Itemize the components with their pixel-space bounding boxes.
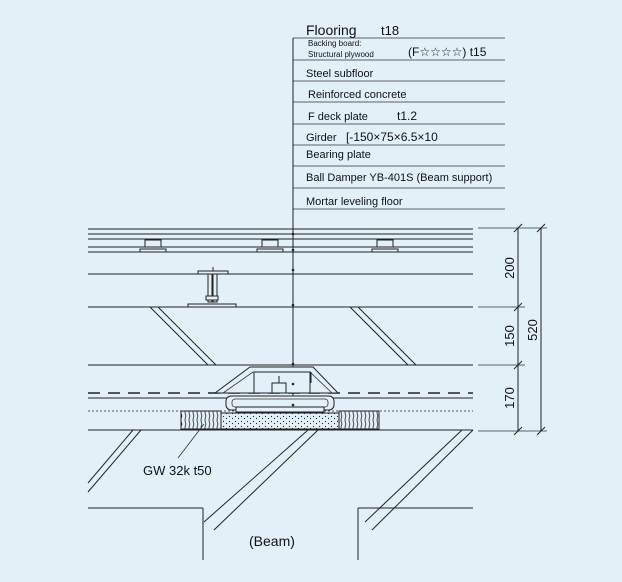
spec-flooring: t18 [381,23,400,38]
label-f-deck-plate: F deck plate [308,111,368,123]
label-bearing-plate: Bearing plate [306,149,371,161]
dimension-middle: 150 [502,325,517,347]
ball-damper [215,367,338,412]
dimension-total: 520 [525,319,540,341]
label-steel-subfloor: Steel subfloor [306,68,374,80]
spec-structural-plywood: (F☆☆☆☆) t15 [408,45,487,59]
girder-diagonal [150,307,208,365]
gw-label: GW 32k t50 [143,463,212,478]
dimension-upper: 200 [502,257,517,279]
girder-diagonal [350,307,408,365]
subfloor-support [372,240,398,252]
label-reinforced-concrete: Reinforced concrete [308,89,407,101]
subfloor-support [257,240,283,252]
bolt-assembly [188,267,236,307]
label-ball-damper: Ball Damper YB-401S (Beam support) [306,172,493,184]
mortar-leveling-floor [181,411,379,429]
label-flooring: Flooring [306,22,357,38]
spec-girder: [-150×75×6.5×10 [346,130,438,144]
label-structural-plywood: Structural plywood [308,50,374,59]
dimension-lower: 170 [502,387,517,409]
label-mortar-floor: Mortar leveling floor [306,196,403,208]
subfloor-support [140,240,166,252]
layer-labels [293,22,505,209]
beam-label: (Beam) [249,533,295,549]
label-girder: Girder [306,132,337,144]
label-backing-board: Backing board: [308,39,362,48]
spec-f-deck-plate: t1.2 [397,109,418,123]
